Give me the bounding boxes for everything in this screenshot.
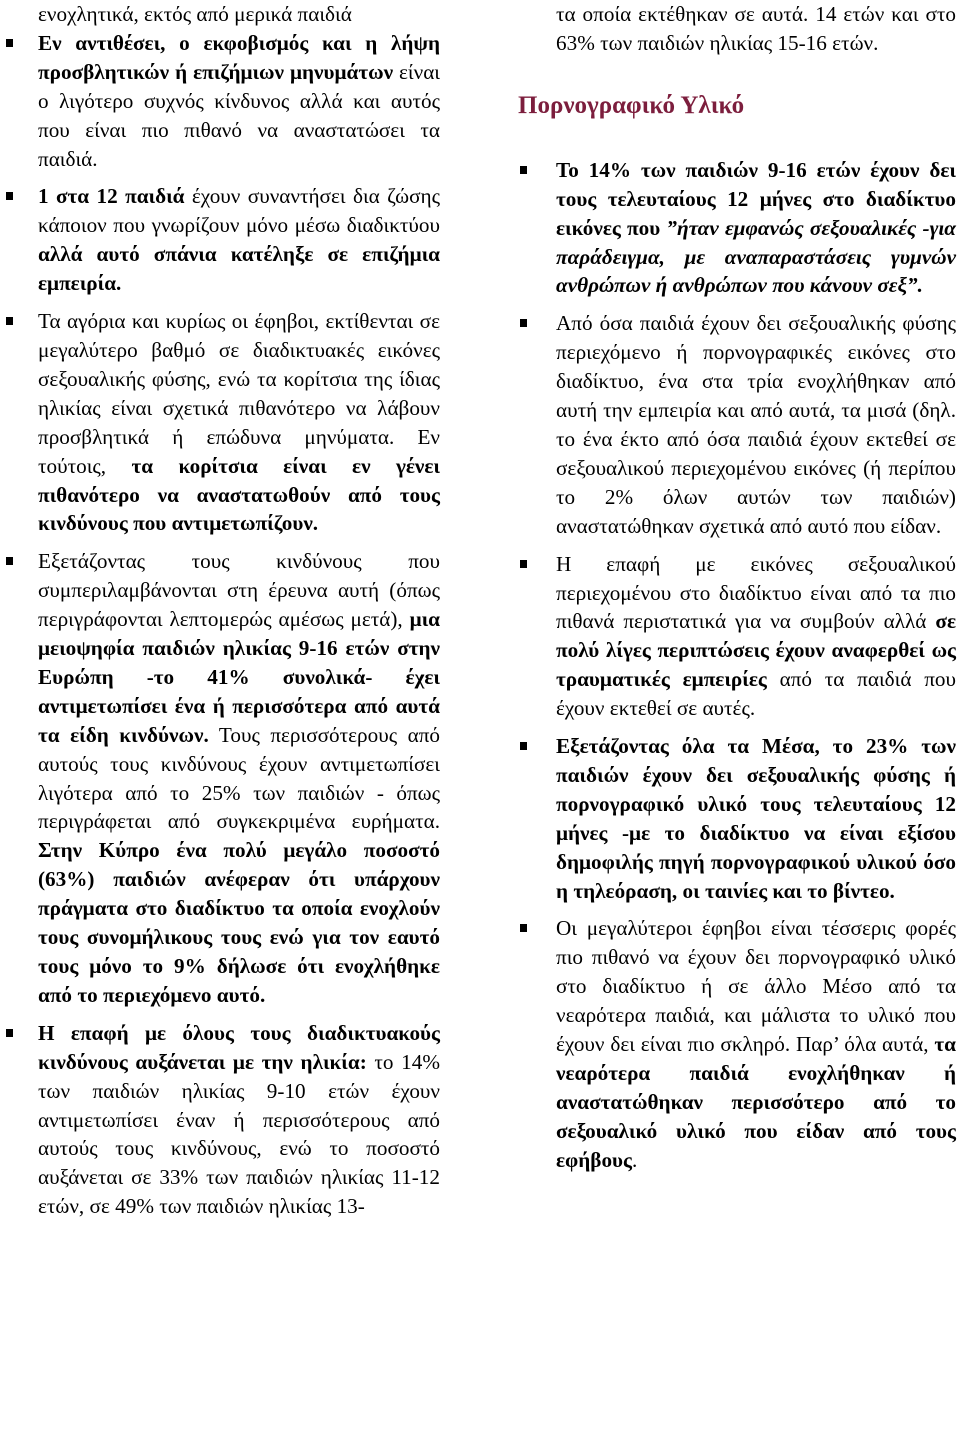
bold-text: Στην Κύπρο ένα πολύ μεγάλο ποσοστό (63%) παιδιών ανέφεραν ότι υπάρχουν πράγματα στο διαδίκτυο τα οποία ενοχλούν τους συνομήλικους τους ενώ για τον εαυτό τους μόνο το 9% δήλωσε ότι ενοχλήθηκε από το περιεχόμενο αυτό.	[38, 838, 440, 1007]
bullet-item	[556, 156, 956, 301]
bold-text: Εν αντιθέσει, ο εκφοβισμός και η λήψη προσβλητικών ή επιζήμιων μηνυμάτων	[38, 30, 440, 84]
bold-text: σε πολύ λίγες περιπτώσεις έχουν αναφερθεί ως τραυματικές εμπειρίες	[556, 609, 956, 692]
square-bullet-icon	[6, 1029, 13, 1037]
bullet-item	[556, 550, 956, 723]
bold-text: 1 στα 12 παιδιά	[38, 184, 185, 209]
bullet-item	[38, 1019, 440, 1221]
body-text: Εξετάζοντας τους κινδύνους που συμπεριλαμβάνονται στη έρευνα αυτή (όπως περιγράφονται λεπτομερώς αμέσως μετά),	[38, 549, 440, 632]
square-bullet-icon	[520, 924, 527, 932]
bullet-item	[38, 307, 440, 538]
body-text: Τους περισσότερους από αυτούς τους κινδύνους έχουν αντιμετωπίσει λιγότερα από το 25% των παιδιών - όπως περιγράφεται από συγκεκριμένα ευρήματα.	[38, 722, 440, 834]
bold-text: μια μειοψηφία παιδιών ηλικίας 9-16 ετών στην Ευρώπη -το 41% συνολικά- έχει αντιμετωπίσει ένα ή περισσότερα από αυτά τα είδη κινδύνων.	[38, 607, 440, 747]
bold-text: Εξετάζοντας όλα τα Μέσα, το 23% των παιδιών έχουν δει σεξουαλικής φύσης ή πορνογραφικό υλικό τους τελευταίους 12 μήνες -με το διαδίκτυο να είναι εξίσου δημοφιλής πηγή πορνογραφικού υλικού όσο η τηλεόραση, οι ταινίες και το βίντεο.	[556, 734, 956, 903]
square-bullet-icon	[6, 317, 13, 325]
body-text: το 14% των παιδιών ηλικίας 9-10 ετών έχουν αντιμετωπίσει έναν ή περισσότερους από αυτούς τους κινδύνους, ενώ το ποσοστό αυξάνεται σε 33% των παιδιών ηλικίας 11-12 ετών, σε 49% των παιδιών ηλικίας 13-	[38, 1049, 440, 1219]
body-text: έχουν συναντήσει δια ζώσης κάποιον που γνωρίζουν μόνο μέσω διαδικτύου	[38, 184, 440, 238]
square-bullet-icon	[6, 557, 13, 565]
bold-text: τα νεαρότερα παιδιά ενοχλήθηκαν ή αναστατώθηκαν περισσότερο από το σεξουαλικό υλικό που είδαν από τους εφήβους	[556, 1032, 956, 1172]
body-text: είναι ο λιγότερο συχνός κίνδυνος αλλά και αυτός που είναι πιο πιθανό να αναστατώσει τα παιδιά.	[38, 59, 440, 171]
right-column	[518, 0, 956, 1175]
right-intro-text: τα οποία εκτέθηκαν σε αυτά. 14 ετών και στο 63% των παιδιών ηλικίας 15-16 ετών.	[556, 2, 956, 55]
bullet-item	[556, 309, 956, 540]
square-bullet-icon	[520, 319, 527, 327]
square-bullet-icon	[520, 560, 527, 568]
bold-text: αλλά αυτό σπάνια κατέληξε σε επιζήμια εμπειρία.	[38, 242, 440, 296]
square-bullet-icon	[6, 192, 13, 200]
body-text: .	[632, 1147, 638, 1172]
left-intro-text: ενοχλητικά, εκτός από μερικά παιδιά	[38, 2, 352, 26]
body-text: Η επαφή με εικόνες σεξουαλικού περιεχομένου στο διαδίκτυο είναι από τα πιο πιθανά περιστατικά για να συμβούν αλλά	[556, 551, 956, 634]
body-text: Από όσα παιδιά έχουν δει σεξουαλικής φύσης περιεχόμενο ή πορνογραφικές εικόνες στο διαδίκτυο, ένα στα τρία ενοχλήθηκαν από αυτή την εμπειρία και από αυτά, τα μισά (δηλ. το ένα έκτο από όσα παιδιά έχουν εκτεθεί σε σεξουαλικού περιεχομένου εικόνες (ή περίπου το 2% όλων αυτών των παιδιών) αναστατώθηκαν σχετικά από αυτό που είδαν.	[556, 311, 956, 538]
bullet-item	[556, 914, 956, 1174]
body-text: Οι μεγαλύτεροι έφηβοι είναι τέσσερις φορές πιο πιθανό να έχουν δει πορνογραφικό υλικό στο διαδίκτυο ή σε άλλο Μέσο από τα νεαρότερα παιδιά, και μάλιστα το υλικό που έχουν δει είναι πιο σκληρό. Παρ’ όλα αυτά,	[556, 916, 956, 1057]
bullet-item	[38, 29, 440, 174]
square-bullet-icon	[520, 742, 527, 750]
bold-text: Η επαφή με όλους τους διαδικτυακούς κινδύνους αυξάνεται με την ηλικία:	[38, 1020, 440, 1074]
bullet-item	[556, 732, 956, 905]
bullet-item	[38, 547, 440, 1010]
bold-italic-text: ”ήταν εμφανώς σεξουαλικές -για παράδειγμα, με αναπαραστάσεις γυμνών ανθρώπων ή ανθρώπων που κάνουν σεξ”.	[556, 215, 956, 298]
bold-text: Το 14% των παιδιών 9-16 ετών έχουν δει τους τελευταίους 12 μήνες στο διαδίκτυο εικόνες που	[556, 157, 956, 240]
bold-text: τα κορίτσια είναι εν γένει πιθανότερο να αναστατωθούν από τους κινδύνους που αντιμετωπίζουν.	[38, 453, 440, 536]
body-text: από τα παιδιά που έχουν εκτεθεί σε αυτές.	[556, 667, 956, 721]
left-column	[38, 0, 440, 1221]
bullet-item	[38, 182, 440, 298]
section-heading: Πορνογραφικό Υλικό	[518, 91, 745, 119]
square-bullet-icon	[520, 166, 527, 174]
square-bullet-icon	[6, 39, 13, 47]
body-text: Τα αγόρια και κυρίως οι έφηβοι, εκτίθενται σε μεγαλύτερο βαθμό σε διαδικτυακές εικόνες σεξουαλικής φύσης, ενώ τα κορίτσια της ίδιας ηλικίας είναι σχετικά πιθανότερο να λάβουν προσβλητικά ή επώδυνα μηνύματα. Εν τούτοις,	[38, 309, 440, 478]
